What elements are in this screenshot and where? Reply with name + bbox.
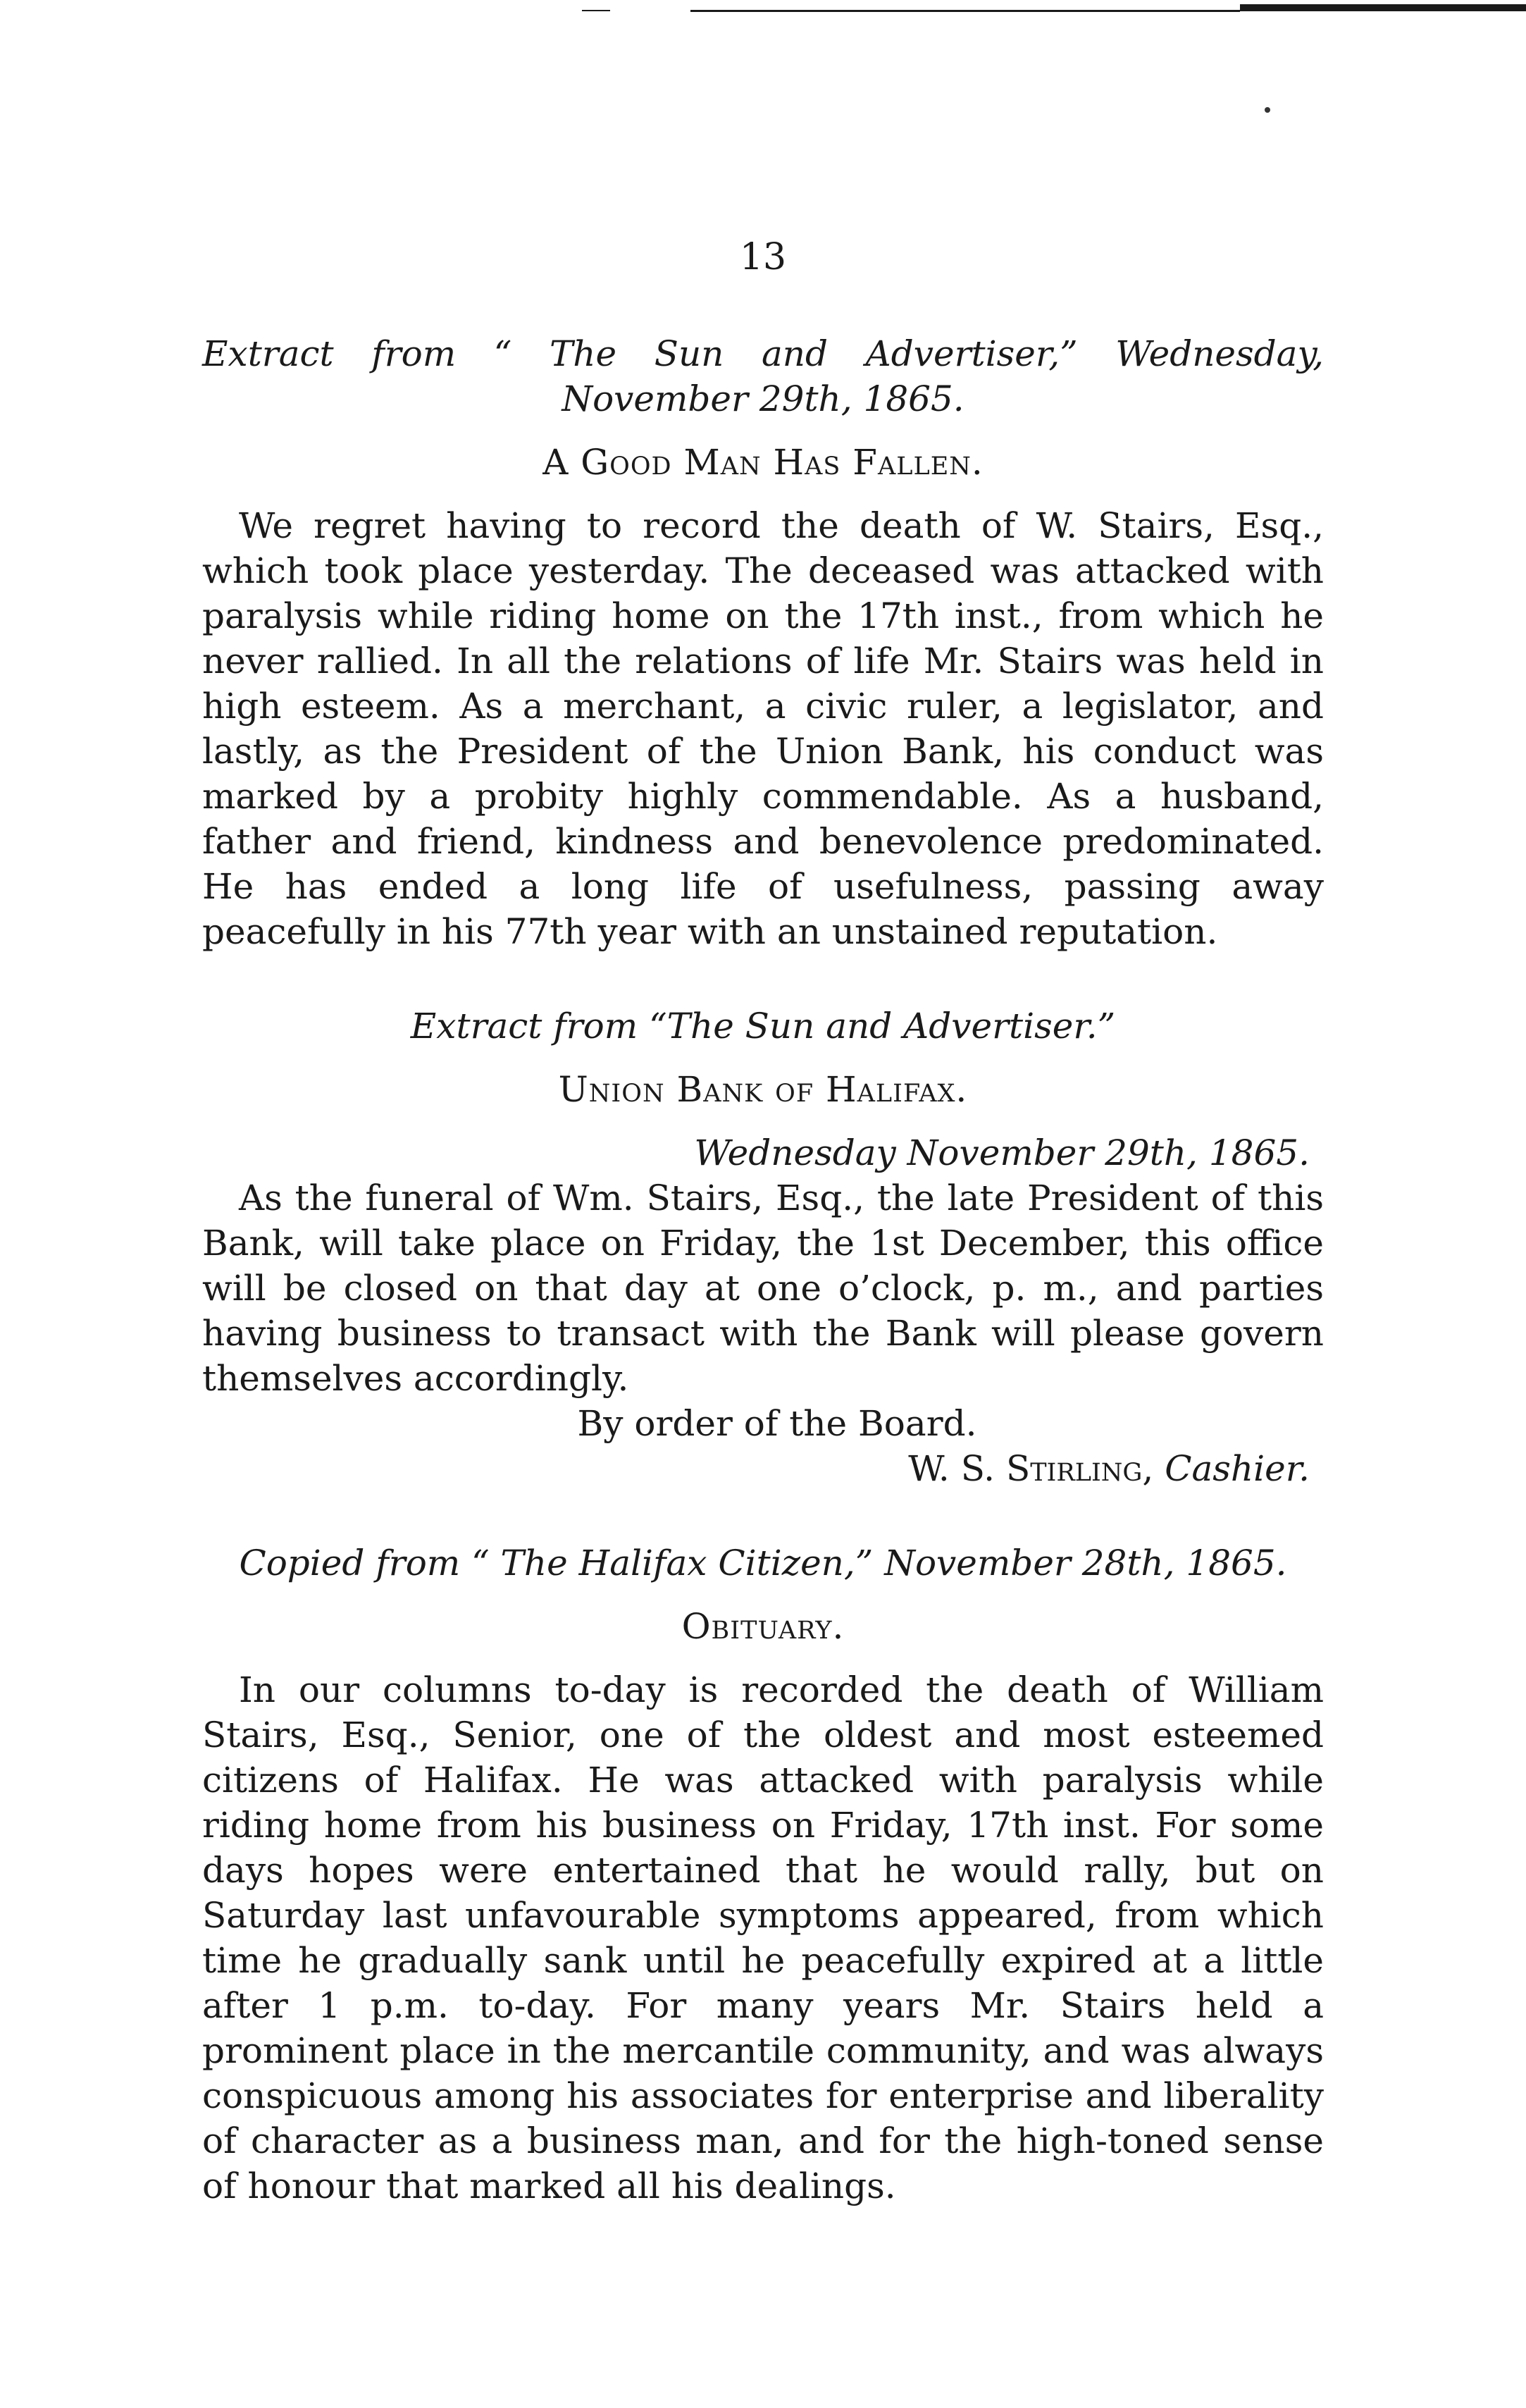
extract-halifax-citizen-obituary <box>202 1540 1324 2209</box>
top-rule-fragment <box>582 10 610 11</box>
top-rule <box>690 10 1240 12</box>
extract-source-line: Extract from “ The Sun and Advertiser,” Wednesday, <box>202 333 1324 374</box>
extract-sun-advertiser-obituary <box>202 331 1324 954</box>
notice-paragraph: As the funeral of Wm. Stairs, Esq., the late President of this Bank, will take place on Friday, the 1st December, this office will be closed on that day at one o’clock, p. m., and parties having business to transact with the Bank will please govern themselves accordingly. <box>202 1178 1324 1399</box>
section-heading: Obituary. <box>681 1606 845 1647</box>
extract-source-line: Extract from “The Sun and Advertiser.” <box>410 1006 1116 1046</box>
signatory-role: Cashier. <box>1165 1448 1310 1489</box>
extract-source-line: Copied from “ The Halifax Citizen,” November 28th, 1865. <box>239 1543 1287 1583</box>
notice-order-line: By order of the Board. <box>577 1403 977 1444</box>
notice-dateline: Wednesday November 29th, 1865. <box>694 1132 1310 1173</box>
extract-source-date: November 29th, 1865. <box>562 378 964 419</box>
extract-union-bank-notice <box>202 1004 1324 1491</box>
top-rule-thick <box>1240 4 1526 11</box>
section-heading: Union Bank of Halifax. <box>558 1069 968 1110</box>
page-number: 13 <box>739 236 787 278</box>
article-paragraph: In our columns to-day is recorded the death of William Stairs, Esq., Senior, one of the oldest and most esteemed citizens of Halifax. He was attacked with paralysis while riding home from his business on Friday, 17th inst. For some days hopes were entertained that he would rally, but on Saturday last unfavourable symptoms appeared, from which time he gradually sank until he peacefully expired at a little after 1 p.m. to-day. For many years Mr. Stairs held a prominent place in the mercantile community, and was always conspicuous among his associates for enterprise and liberality of character as a business man, and for the high-toned sense of honour that marked all his dealings. <box>202 1669 1324 2206</box>
article-paragraph: We regret having to record the death of W. Stairs, Esq., which took place yesterday. The deceased was attacked with paralysis while riding home on the 17th inst., from which he never rallied. In all the relations of life Mr. Stairs was held in high esteem. As a merchant, a civic ruler, a legislator, and lastly, as the President of the Union Bank, his conduct was marked by a probity highly commendable. As a husband, father and friend, kindness and benevolence predominated. He has ended a long life of usefulness, passing away peacefully in his 77th year with an unstained reputation. <box>202 505 1324 952</box>
signatory-name: W. S. Stirling, <box>908 1448 1154 1489</box>
section-heading: A Good Man Has Fallen. <box>542 442 984 483</box>
notice-signature <box>202 1446 1324 1491</box>
ink-speck <box>1265 107 1270 113</box>
page-content <box>202 331 1324 2209</box>
